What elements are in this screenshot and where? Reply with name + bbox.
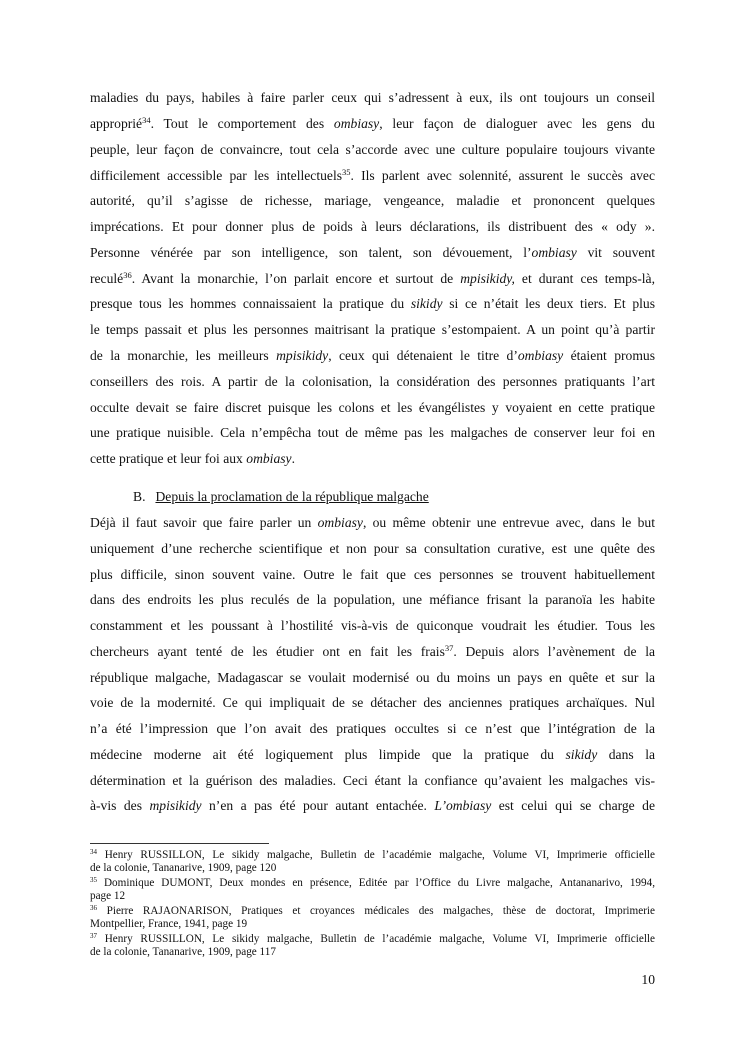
body-line: difficilement accessible par les intellectuels$^{35}$. Ils parlent avec solennité, assurent le succès avec — [90, 167, 655, 183]
body-line: conseillers des rois. A partir de la colonisation, la considération des personnes pratiquants l’art — [90, 374, 655, 389]
body-line: reculé$^{36}$. Avant la monarchie, l’on parlait encore et surtout de mpisikidy, et durant ces temps-là, — [90, 270, 655, 286]
body-line: presque tous les hommes connaissaient la pratique du sikidy si ce n’était les deux tiers. Et plus — [90, 296, 655, 311]
footnote-separator — [90, 843, 269, 844]
footnote: $^{36}$ Pierre RAJAONARISON, Pratiques et croyances médicales des malgaches, thèse de doctorat, Imprimerie — [90, 905, 655, 917]
body-line: république malgache, Madagascar se voulait modernisé ou du moins un pays en quête et sur la — [90, 670, 655, 685]
page-number: 10 — [641, 972, 655, 987]
footnote-ref[interactable]: 34 — [142, 115, 151, 125]
body-line: maladies du pays, habiles à faire parler ceux qui s’adressent à eux, ils ont toujours un conseil — [90, 90, 655, 105]
body-line: n’a été l’impression que l’on avait des pratiques occultes si ce n’est que l’intégration de la — [90, 721, 655, 736]
body-line: voie de la modernité. Ce qui impliquait de se détacher des anciennes pratiques archaïques. Nul — [90, 695, 655, 710]
footnote: $^{37}$ Henry RUSSILLON, Le sikidy malgache, Bulletin de l’académie malgache, Volume VI, Imprimerie officielle — [90, 933, 655, 945]
body-line: détermination et la guérison des maladies. Ceci étant la confiance qu’avaient les malgaches vis- — [90, 773, 655, 788]
body-line: Personne vénérée par son intelligence, son talent, son dévouement, l’ombiasy vit souvent — [90, 245, 655, 260]
body-line: imprécations. Et pour donner plus de poids à leurs déclarations, ils distribuent des « ody ». — [90, 219, 655, 234]
body-line: approprié$^{34}$. Tout le comportement des ombiasy, leur façon de dialoguer avec les gens du — [90, 115, 655, 131]
body-line: Déjà il faut savoir que faire parler un ombiasy, ou même obtenir une entrevue avec, dans le but — [90, 515, 655, 530]
body-line: plus difficile, sinon souvent vaine. Outre le fait que ces personnes se trouvent habituellement — [90, 567, 655, 582]
body-line: chercheurs ayant tenté de les étudier ont en fait les frais$^{37}$. Depuis alors l’avènement de la — [90, 643, 655, 659]
body-line: une pratique nuisible. Cela n’empêcha tout de même pas les malgaches de conserver leur foi en — [90, 425, 655, 440]
body-line: dans des endroits les plus reculés de la population, une méfiance frisant la paranoïa les habite — [90, 592, 655, 607]
section-title: Depuis la proclamation de la république malgache — [155, 489, 429, 504]
body-line: cette pratique et leur foi aux ombiasy. — [90, 451, 295, 466]
footnote-ref[interactable]: 36 — [123, 270, 132, 280]
footnote: $^{35}$ Dominique DUMONT, Deux mondes en présence, Editée par l’Office du Livre malgache, Antananarivo, 1994, — [90, 877, 655, 889]
footnote-ref[interactable]: 37 — [444, 643, 454, 653]
body-line: occulte devait se faire discret puisque les colons et les évangélistes y voyaient en cette pratique — [90, 400, 655, 415]
footnote: Montpellier, France, 1941, page 19 — [90, 918, 248, 930]
footnote: page 12 — [90, 890, 126, 902]
body-line: autorité, qu’il s’agisse de richesse, mariage, vengeance, maladie et prononcent quelques — [90, 193, 655, 208]
section-heading — [133, 488, 429, 506]
body-line: constamment et les poussant à l’hostilité vis-à-vis de quiconque voudrait les étudier. Tous les — [90, 618, 655, 633]
footnote: de la colonie, Tananarive, 1909, page 120 — [90, 862, 277, 874]
footnote-ref[interactable]: 35 — [342, 167, 351, 177]
body-line: à-vis des mpisikidy n’en a pas été pour autant entachée. L’ombiasy est celui qui se charge de — [90, 798, 655, 813]
body-line: médecine moderne ait été logiquement plus limpide que la pratique du sikidy dans la — [90, 747, 655, 762]
body-line: uniquement d’une recherche scientifique et non pour sa consultation curative, est une quête des — [90, 541, 655, 556]
body-line: de la monarchie, les meilleurs mpisikidy, ceux qui détenaient le titre d’ombiasy étaient promus — [90, 348, 655, 363]
section-marker: B. — [133, 489, 146, 504]
footnote: de la colonie, Tananarive, 1909, page 117 — [90, 946, 276, 958]
body-line: peuple, leur façon de convaincre, tout cela s’accorde avec une culture populaire toujours vivante — [90, 142, 655, 157]
footnote: $^{34}$ Henry RUSSILLON, Le sikidy malgache, Bulletin de l’académie malgache, Volume VI, Imprimerie officielle — [90, 849, 655, 861]
body-line: le temps passait et plus les personnes maitrisant la pratique s’estompaient. A un point qu’à partir — [90, 322, 655, 337]
